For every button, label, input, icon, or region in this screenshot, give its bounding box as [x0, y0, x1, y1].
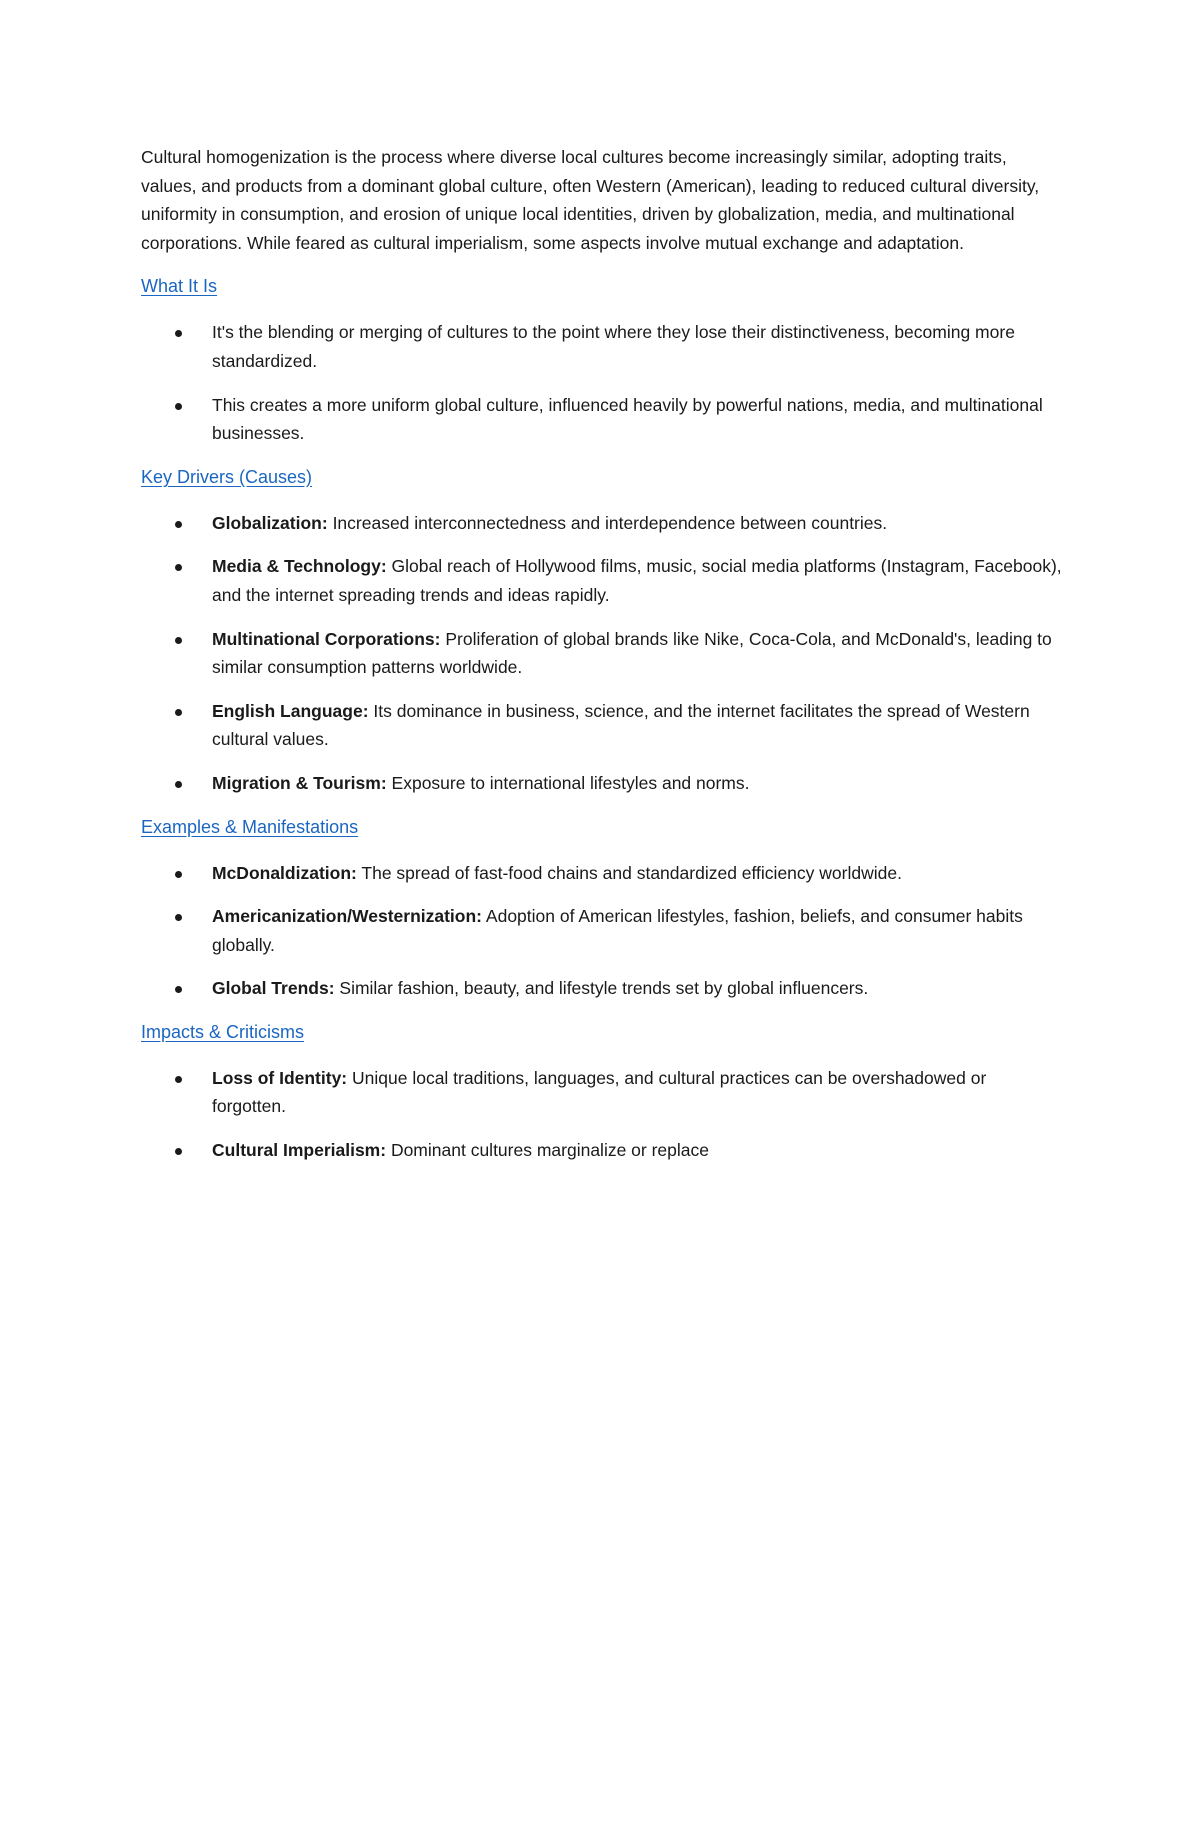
bullet-icon — [175, 521, 182, 528]
bullet-icon — [175, 637, 182, 644]
list-item — [141, 318, 1064, 375]
list-item — [141, 391, 1064, 448]
list-item — [141, 509, 1064, 538]
bullet-icon — [175, 1148, 182, 1155]
item-text: The spread of fast-food chains and standardized efficiency worldwide. — [356, 862, 902, 883]
bullet-list — [141, 318, 1064, 447]
item-text: Global reach of Hollywood films, music, social media platforms (Instagram, Facebook), and the internet spreading trends and ideas rapidly. — [212, 556, 1062, 605]
list-item — [141, 902, 1064, 959]
item-term: Loss of Identity: — [212, 1067, 348, 1088]
bullet-icon — [175, 781, 182, 788]
intro-paragraph: Cultural homogenization is the process where diverse local cultures become increasingly similar, adopting traits, values, and products from a dominant global culture, often Western (American), leading to reduced cultural diversity, uniformity in consumption, and erosion of unique local identities, driven by globalization, media, and multinational corporations. While feared as cultural imperialism, some aspects involve mutual exchange and adaptation. — [141, 147, 1040, 253]
list-item — [141, 697, 1064, 754]
list-item — [141, 1136, 1064, 1165]
bullet-list — [141, 859, 1064, 1003]
bullet-icon — [175, 1076, 182, 1083]
list-item — [141, 859, 1064, 888]
section-heading-what-it-is[interactable]: What It Is — [141, 276, 218, 297]
item-term: Media & Technology: — [212, 556, 387, 577]
section-heading-examples[interactable]: Examples & Manifestations — [141, 816, 359, 837]
item-term: Americanization/Westernization: — [212, 906, 483, 927]
section-what-it-is — [141, 272, 1064, 447]
bullet-icon — [175, 564, 182, 571]
section-key-drivers — [141, 463, 1064, 798]
list-item — [141, 552, 1064, 609]
bullet-icon — [175, 986, 182, 993]
bullet-icon — [175, 709, 182, 716]
item-term: English Language: — [212, 700, 369, 721]
item-text: Increased interconnectedness and interdependence between countries. — [327, 512, 888, 533]
item-text: This creates a more uniform global culture, influenced heavily by powerful nations, media, and multinational businesses. — [212, 394, 1043, 444]
item-term: McDonaldization: — [212, 862, 357, 883]
item-text: Proliferation of global brands like Nike, Coca-Cola, and McDonald's, leading to similar consumption patterns worldwide. — [212, 628, 1052, 678]
section-heading-impacts[interactable]: Impacts & Criticisms — [141, 1021, 305, 1042]
section-heading-key-drivers[interactable]: Key Drivers (Causes) — [141, 466, 313, 487]
item-text: Its dominance in business, science, and the internet facilitates the spread of Western cultural values. — [212, 700, 1030, 750]
section-impacts — [141, 1018, 1064, 1165]
bullet-list — [141, 509, 1064, 798]
item-term: Migration & Tourism: — [212, 772, 387, 793]
item-term: Global Trends: — [212, 978, 335, 999]
list-item — [141, 769, 1064, 798]
bullet-icon — [175, 403, 182, 410]
item-text: Similar fashion, beauty, and lifestyle trends set by global influencers. — [334, 978, 869, 999]
item-term: Globalization: — [212, 512, 328, 533]
list-item — [141, 625, 1064, 682]
item-text: Unique local traditions, languages, and cultural practices can be overshadowed or forgotten. — [212, 1067, 987, 1117]
bullet-icon — [175, 914, 182, 921]
item-text: Dominant cultures marginalize or replace — [386, 1140, 709, 1161]
list-item — [141, 1064, 1064, 1121]
item-text: Exposure to international lifestyles and norms. — [386, 772, 750, 793]
section-examples — [141, 813, 1064, 1003]
bullet-icon — [175, 871, 182, 878]
item-text: Adoption of American lifestyles, fashion, beliefs, and consumer habits globally. — [212, 906, 1023, 955]
item-text: It's the blending or merging of cultures to the point where they lose their distinctiveness, becoming more standardized. — [212, 322, 1015, 371]
item-term: Cultural Imperialism: — [212, 1140, 387, 1161]
bullet-list — [141, 1064, 1064, 1165]
list-item — [141, 974, 1064, 1003]
bullet-icon — [175, 330, 182, 337]
item-term: Multinational Corporations: — [212, 628, 441, 649]
